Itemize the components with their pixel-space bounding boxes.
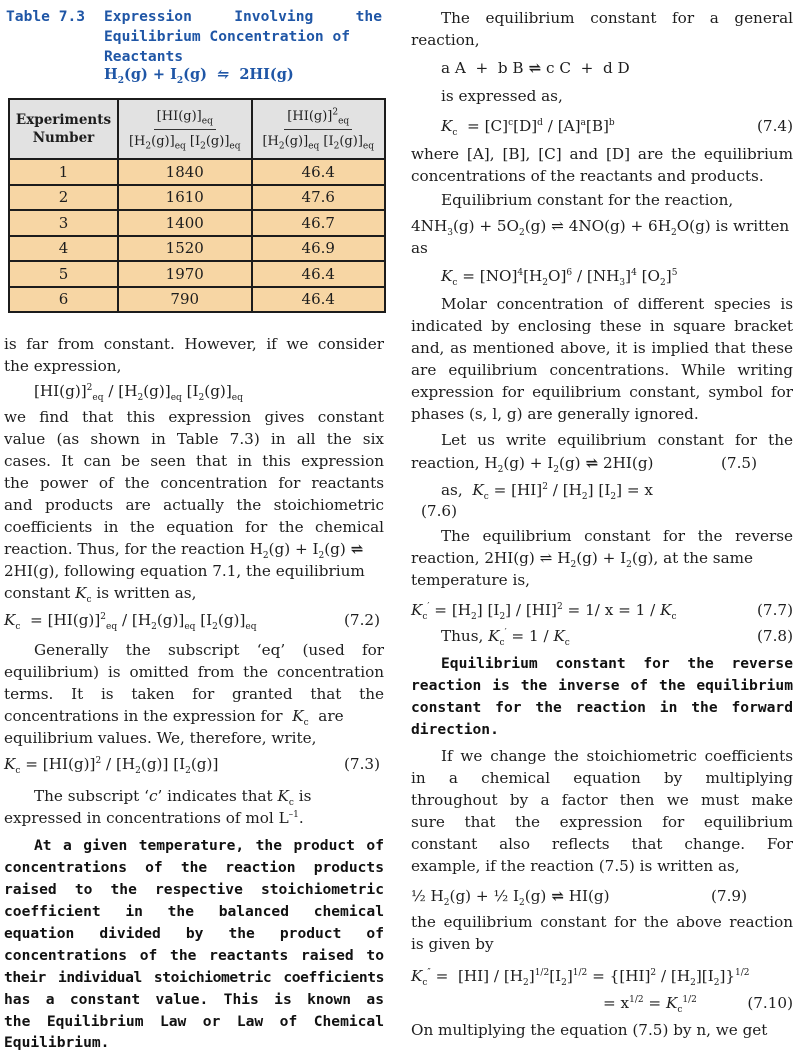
equation-7-7: $K_c' = [H_2]$ $[I_2] / [HI]^2 = 1/$ $x = 1 / K_c$ (411, 601, 677, 623)
paragraph-line: concentrations in the expression for $K_c$ are (4, 707, 344, 729)
paragraph-line: indicated by enclosing these in square bracket (411, 317, 793, 335)
row-ratio-2: 46.7 (252, 210, 386, 236)
law-line: equation divided by the product of (4, 925, 384, 942)
table-row (9, 287, 385, 313)
equation-number: (7.2) (343, 611, 380, 629)
paragraph-line: The equilibrium constant for a general (441, 9, 793, 27)
law-line: coefficient in the balanced chemical (4, 903, 384, 920)
equation-7-6: as, $K_c = [HI]^2 / [H_2] [I_2] = x$ (441, 481, 653, 503)
law-line: has a constant value. This is known as (4, 991, 384, 1008)
law-line: concentrations of the reaction products (4, 859, 384, 876)
bold-statement-line: Equilibrium constant for the reverse (441, 655, 793, 672)
row-ratio-2: 47.6 (252, 185, 386, 211)
paragraph-line: phases (s, l, g) are generally ignored. (411, 405, 699, 423)
paragraph-line: the power of the concentration for reactants (4, 474, 384, 492)
equation-number: (7.7) (756, 601, 793, 619)
paragraph-line: cases. It can be seen that in this expression (4, 452, 384, 470)
paragraph-line: Generally the subscript ‘eq’ (used for (34, 641, 384, 659)
header-experiments: Experiments Number (9, 99, 118, 159)
row-number: 1 (9, 159, 118, 185)
paragraph-line: constant also reflects that change. For (411, 835, 793, 853)
paragraph-line: Equilibrium constant for the reaction, (441, 191, 734, 209)
paragraph-line: reaction, 2HI(g) ⇌ $H_2(g) + I_2(g)$, at the same (411, 549, 754, 571)
law-line: their individual stoichiometric coefficients (4, 969, 384, 986)
row-ratio-1: 1840 (118, 159, 252, 185)
paragraph-line: we find that this expression gives constant (4, 408, 384, 426)
row-ratio-1: 1610 (118, 185, 252, 211)
paragraph-line: reaction, (411, 31, 480, 49)
row-number: 5 (9, 261, 118, 287)
row-ratio-2: 46.9 (252, 236, 386, 262)
table-row (9, 210, 385, 236)
left-column (4, 0, 384, 1056)
law-line: concentrations of the reactants raised to (4, 947, 384, 964)
table-title-line-1: Expression Involving the (104, 8, 382, 25)
row-number: 4 (9, 236, 118, 262)
paragraph-line: concentrations of the reactants and products. (411, 167, 764, 185)
table-caption-reaction: $H_2(g) + I_2(g)$ ⇋ 2HI(g) (104, 66, 294, 86)
paragraph-line: are equilibrium concentrations. While writing (411, 361, 793, 379)
paragraph-line: On multiplying the equation (7.5) by n, we get (411, 1021, 768, 1039)
equation-7-9: ½ $H_2(g)$ + ½ $I_2(g)$ ⇌ HI(g) (7.9) (411, 887, 748, 909)
paragraph-line: equilibrium values. We, therefore, write, (4, 729, 317, 747)
header-ratio-2: $[HI(g)]^2_{eq}$ $[H_2(g)]_{eq}$ $[I_2(g)]_{eq}$ (252, 99, 386, 159)
row-number: 3 (9, 210, 118, 236)
general-reaction: a A + b B ⇌ c C + d D (441, 59, 630, 77)
row-ratio-1: 1520 (118, 236, 252, 262)
right-column (411, 0, 793, 1056)
expression-hi-ratio: $[HI(g)]^2_{eq} / [H_2(g)]_{eq}$ $[I_2(g)]_{eq}$ (34, 382, 243, 404)
paragraph-line: reaction. Thus, for the reaction $H_2(g) + I_2(g)$ ⇌ (4, 540, 364, 562)
row-ratio-2: 46.4 (252, 159, 386, 185)
paragraph-line: Let us write equilibrium constant for the (441, 431, 793, 449)
table-header-row (9, 99, 385, 159)
paragraph-line: coefficients in the equation for the chemical (4, 518, 384, 536)
table-label: Table 7.3 (6, 8, 86, 25)
law-line: At a given temperature, the product of (34, 837, 384, 854)
row-number: 2 (9, 185, 118, 211)
paragraph-line: sure that the expression for equilibrium (411, 813, 793, 831)
bold-statement-line: constant for the reaction in the forward (411, 699, 793, 716)
paragraph-line: example, if the reaction (7.5) is written as, (411, 857, 740, 875)
paragraph-line: value (as shown in Table 7.3) in all the six (4, 430, 384, 448)
paragraph-line: and, as mentioned above, it is implied that these (411, 339, 793, 357)
reaction-7-5: reaction, $H_2(g) + I_2(g)$ ⇌ 2HI(g) (7.5) (411, 454, 758, 476)
equilibrium-table (8, 98, 386, 313)
header-ratio-1: $[HI(g)]_{eq}$ $[H_2(g)]_{eq}$ $[I_2(g)]_{eq}$ (118, 99, 252, 159)
paragraph-line: equilibrium) is omitted from the concentration (4, 663, 384, 681)
table-row (9, 185, 385, 211)
equation-number: (7.4) (756, 117, 793, 135)
row-number: 6 (9, 287, 118, 313)
paragraph-line: and products are actually the stoichiometric (4, 496, 384, 514)
table-row (9, 236, 385, 262)
paragraph-line: as (411, 239, 428, 257)
table-title-line-2: Equilibrium Concentration of (104, 28, 351, 45)
paragraph-line: is expressed as, (441, 87, 563, 105)
paragraph-line: If we change the stoichiometric coefficients (441, 747, 793, 765)
row-ratio-1: 1970 (118, 261, 252, 287)
equation-number: (7.10) (747, 994, 793, 1012)
equation-7-10-b: = $x^{1/2} = K_c^{1/2}$ (603, 994, 697, 1016)
equation-7-3: $K_c = [HI(g)]^2 / [H_2(g)]$ $[I_2(g)]$ (7.3) (4, 755, 380, 777)
paragraph-line: where [A], [B], [C] and [D] are the equilibrium (411, 145, 793, 163)
paragraph-line: $4NH_3(g) + 5O_2(g)$ ⇌ $4NO(g) + 6H_2O(g)$ is written (411, 217, 790, 239)
paragraph-line: Molar concentration of different species is (441, 295, 793, 313)
paragraph-line: throughout by a factor then we must make (411, 791, 793, 809)
table-row (9, 159, 385, 185)
paragraph-line: temperature is, (411, 571, 530, 589)
paragraph-line: in a chemical equation by multiplying (411, 769, 793, 787)
equation-number: (7.9) (711, 887, 748, 905)
bold-statement-line: direction. (411, 721, 499, 738)
law-line: raised to the respective stoichiometric (4, 881, 384, 898)
paragraph-line: constant $K_c$ is written as, (4, 584, 197, 606)
row-ratio-1: 1400 (118, 210, 252, 236)
equation-number: (7.5) (721, 454, 758, 472)
law-line: Equilibrium. (4, 1034, 110, 1051)
table-row (9, 261, 385, 287)
paragraph-line: The equilibrium constant for the reverse (441, 527, 793, 545)
paragraph-line: terms. It is taken for granted that the (4, 685, 384, 703)
paragraph-line: expressed in concentrations of mol $L^{-1}$. (4, 809, 304, 827)
equation-number: (7.6) (421, 502, 458, 520)
paragraph-line: 2HI(g), following equation 7.1, the equilibrium (4, 562, 365, 580)
equation-7-4: $K_c = [C]^c[D]^d / [A]^a[B]^b$ (441, 117, 615, 139)
paragraph-line: The subscript ‘c’ indicates that $K_c$ is (34, 787, 312, 809)
equation-7-10-a: $K_c'' = [HI] / [H_2]^{1/2}[I_2]^{1/2} = \{[HI]^2 / [H_2][I_2]\}^{1/2}$ (411, 967, 750, 989)
equation-kc-nh3: $K_c = [NO]^4[H_2O]^6 / [NH_3]^4$ $[O_2]^5$ (441, 267, 678, 289)
law-line: the Equilibrium Law or Law of Chemical (4, 1013, 384, 1030)
equation-7-2: $K_c = [HI(g)]^2_{eq} / [H_2(g)]_{eq}$ $[I_2(g)]_{eq}$ (7.2) (4, 611, 380, 633)
paragraph-line: expression for equilibrium constant, symbol for (411, 383, 793, 401)
equation-number: (7.3) (343, 755, 380, 773)
bold-statement-line: reaction is the inverse of the equilibrium (411, 677, 793, 694)
paragraph-line: the equilibrium constant for the above reaction (411, 913, 793, 931)
table-title-line-3: Reactants (104, 48, 184, 65)
equation-number: (7.8) (756, 627, 793, 645)
row-ratio-1: 790 (118, 287, 252, 313)
row-ratio-2: 46.4 (252, 261, 386, 287)
row-ratio-2: 46.4 (252, 287, 386, 313)
paragraph-line: is given by (411, 935, 494, 953)
equation-7-8: Thus, $K_c' = 1 / K_c$ (441, 627, 570, 649)
paragraph-line: the expression, (4, 357, 122, 375)
paragraph-line: is far from constant. However, if we consider (4, 335, 384, 353)
